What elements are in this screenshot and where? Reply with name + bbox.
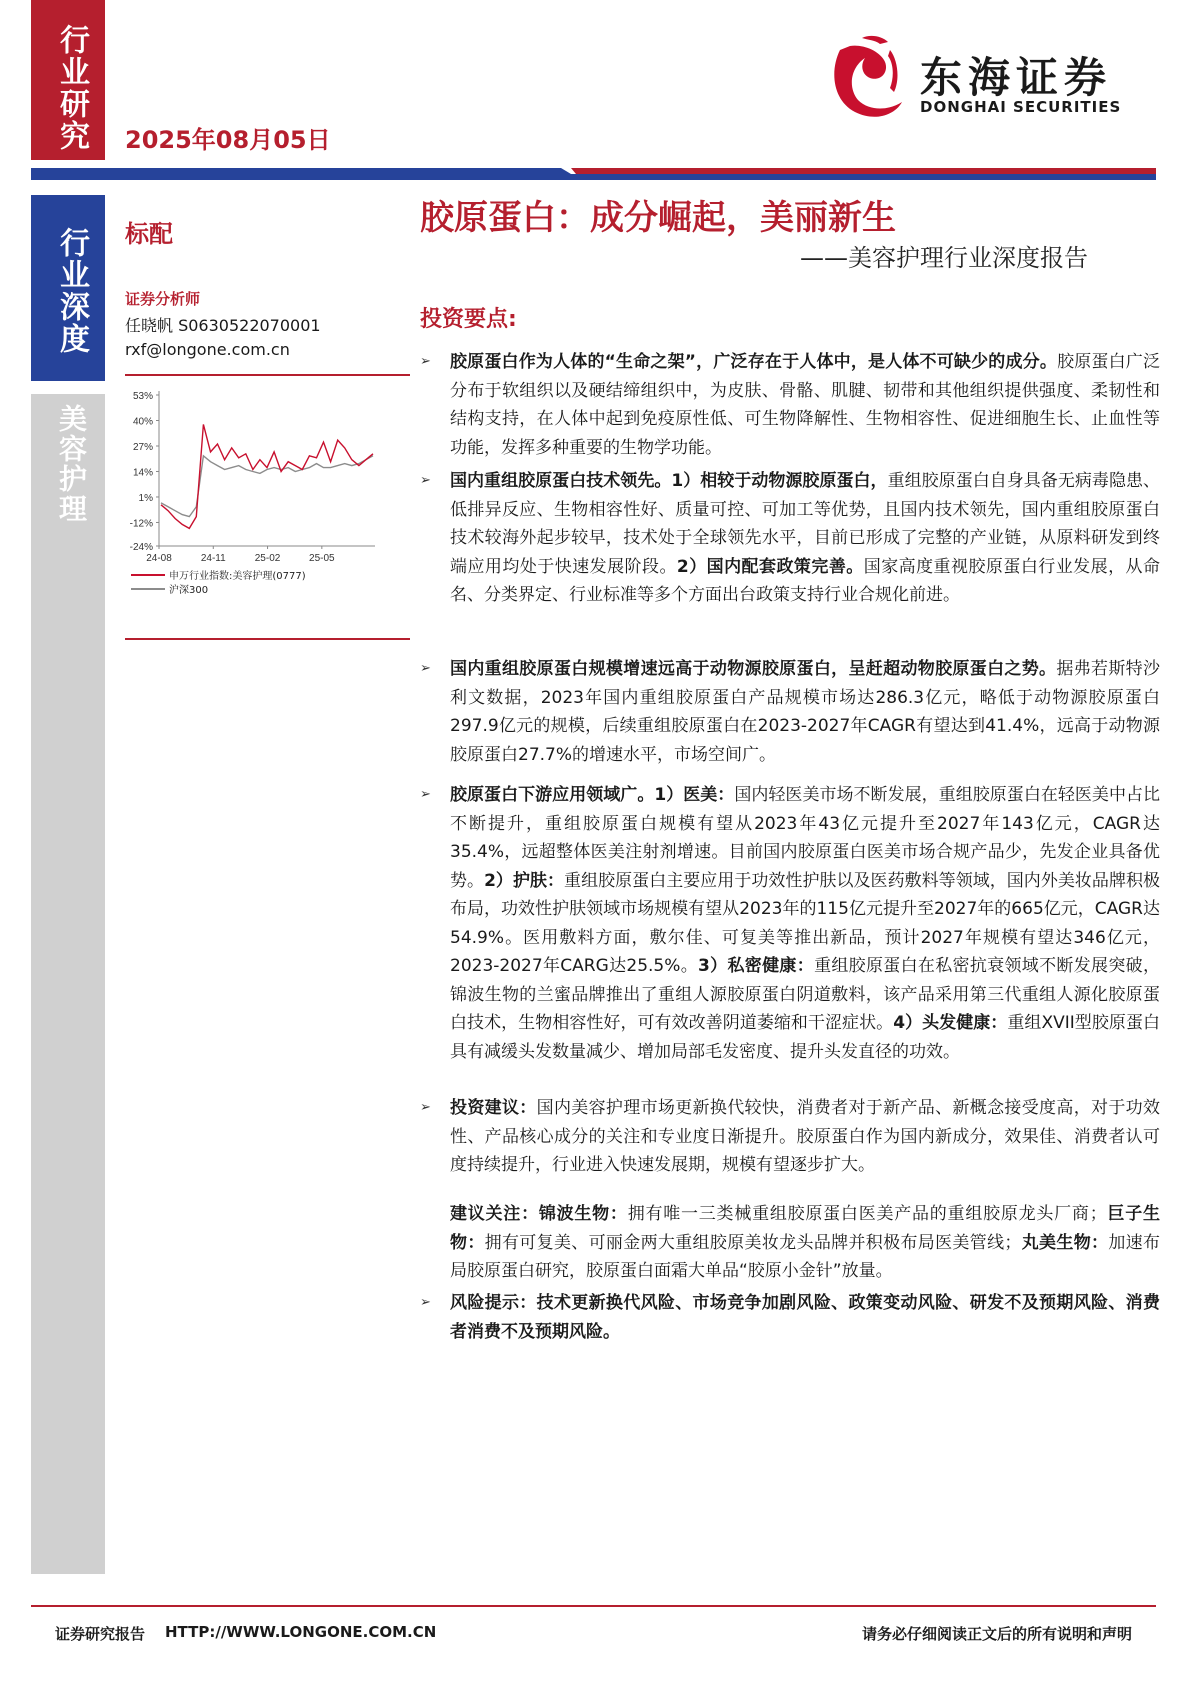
bullet-bold: 风险提示：技术更新换代风险、市场竞争加剧风险、政策变动风险、研发不及预期风险、消费者消费不及预期风险。 bbox=[450, 1293, 1160, 1342]
report-type-tab bbox=[31, 195, 105, 381]
bullet-text: 国内美容护理市场更新换代较快，消费者对于新产品、新概念接受度高，对于功效性、产品核心成分的关注和专业度日渐提升。胶原蛋白作为国内新成分，效果佳、消费者认可度持续提升，行业进入快速发展期，规模有望逐步扩大。 bbox=[450, 1098, 1160, 1175]
bullet-text: 重组胶原蛋白自身具备无病毒隐患、低排异反应、生物相容性好、质量可控、可加工等优势，且国内技术领先，国内重组胶原蛋白技术较海外起步较早，技术处于全球领先水平，目前已形成了完整的产业链，从原料研发到终端应用均处于快速发展阶段。 bbox=[450, 471, 1161, 577]
bullet-bold: 胶原蛋白下游应用领域广。1）医美： bbox=[450, 785, 735, 805]
series-line bbox=[161, 456, 373, 517]
bullet-text: 拥有唯一三类械重组胶原蛋白医美产品的重组胶原龙头厂商； bbox=[627, 1204, 1107, 1224]
bullet-bold: 2）护肤： bbox=[484, 870, 565, 891]
bullet-tech-leading bbox=[420, 467, 1160, 610]
footer-divider bbox=[31, 1605, 1156, 1607]
bullet-text: 国内轻医美市场不断发展，重组胶原蛋白在轻医美中占比不断提升，重组胶原蛋白规模有望从2023年43亿元提升至2027年143亿元，CAGR达35.4%，远超整体医美注射剂增速。目前国内胶原蛋白医美市场合规产品少，先发企业具备优势。 bbox=[450, 785, 1161, 891]
x-tick-label: 25-02 bbox=[254, 553, 281, 564]
x-tick-label: 24-08 bbox=[146, 553, 172, 564]
bullet-bold: 2）国内配套政策完善。 bbox=[676, 556, 864, 577]
footer-report-label: 证券研究报告 bbox=[55, 1625, 146, 1643]
y-tick-label: 14% bbox=[132, 467, 153, 479]
bullet-bold: 3）私密健康： bbox=[698, 956, 815, 976]
bullet-arrow-icon: ➢ bbox=[420, 1295, 431, 1310]
report-subtitle: ——美容护理行业深度报告 bbox=[800, 244, 1088, 272]
bullet-text: 重组胶原蛋白在私密抗衰领域不断发展突破，锦波生物的兰蜜品牌推出了重组人源胶原蛋白阴道敷料，该产品采用第三代重组人源化胶原蛋白技术，生物相容性好，可有效改善阴道萎缩和干涩症状。 bbox=[450, 956, 1160, 1033]
analyst-title: 证券分析师 bbox=[125, 290, 201, 308]
y-tick-label: 1% bbox=[138, 492, 153, 504]
header-divider bbox=[31, 168, 1156, 180]
bullet-arrow-icon: ➢ bbox=[420, 1100, 431, 1115]
bullet-investment-advice bbox=[420, 1094, 1160, 1180]
bullet-text: 国家高度重视胶原蛋白行业发展，从命名、分类界定、行业标准等多个方面出台政策支持行业合规化前进。 bbox=[450, 556, 1160, 605]
report-title: 胶原蛋白：成分崛起，美丽新生 bbox=[420, 198, 896, 238]
report-date: 2025年08月05日 bbox=[125, 126, 331, 154]
bullet-text: 据弗若斯特沙利文数据，2023年国内重组胶原蛋白产品规模市场达286.3亿元，略低于动物源胶原蛋白297.9亿元的规模，后续重组胶原蛋白在2023-2027年CAGR有望达到41.4%，远高于动物源胶原蛋白27.7%的增速水平，市场空间广。 bbox=[450, 659, 1160, 765]
bullet-bold: 国内重组胶原蛋白规模增速远高于动物源胶原蛋白，呈赶超动物胶原蛋白之势。 bbox=[450, 659, 1057, 679]
y-tick-label: -12% bbox=[129, 518, 153, 530]
bullet-bold: 投资建议： bbox=[450, 1098, 537, 1118]
divider-line bbox=[125, 638, 410, 640]
report-type-label: 行业深度 bbox=[54, 227, 89, 355]
bullet-collagen-function bbox=[420, 348, 1160, 462]
sector-tab bbox=[31, 394, 105, 1574]
category-label: 行业研究 bbox=[54, 24, 89, 152]
y-tick-label: 53% bbox=[132, 391, 153, 402]
bullet-bold: 胶原蛋白作为人体的“生命之架”，广泛存在于人体中，是人体不可缺少的成分。 bbox=[450, 352, 1058, 372]
legend-label: 沪深300 bbox=[169, 585, 209, 596]
bullet-arrow-icon: ➢ bbox=[420, 473, 431, 488]
legend-label: 申万行业指数:美容护理(0777) bbox=[169, 571, 306, 582]
bullet-text: 胶原蛋白广泛分布于软组织以及硬结缔组织中，为皮肤、骨骼、肌腱、韧带和其他组织提供强度、柔韧性和结构支持，在人体中起到免疫原性低、可生物降解性、生物相容性、促进细胞生长、止血性等功能，发挥多种重要的生物学功能。 bbox=[450, 352, 1160, 458]
bullet-arrow-icon: ➢ bbox=[420, 354, 431, 369]
bullet-bold: 建议关注：锦波生物： bbox=[450, 1204, 628, 1224]
bullet-bold: 巨子生物： bbox=[450, 1204, 1161, 1253]
investment-highlights-heading: 投资要点: bbox=[420, 307, 517, 332]
bullet-bold: 国内重组胶原蛋白技术领先。1）相较于动物源胶原蛋白， bbox=[450, 471, 888, 491]
bullet-bold: 4）头发健康： bbox=[893, 1013, 1008, 1033]
bullet-risk-warning bbox=[420, 1289, 1160, 1346]
analyst-email[interactable]: rxf@longone.com.cn bbox=[125, 340, 290, 359]
y-tick-label: 27% bbox=[132, 441, 153, 453]
bullet-arrow-icon: ➢ bbox=[420, 787, 431, 802]
footer-website-link[interactable]: HTTP://WWW.LONGONE.COM.CN bbox=[165, 1623, 437, 1641]
category-tab bbox=[31, 0, 105, 160]
bullet-text: 重组胶原蛋白主要应用于功效性护肤以及医药敷料等领域，国内外美妆品牌积极布局，功效性护肤领域市场规模有望从2023年的115亿元提升至2027年的665亿元，CAGR达54.9%。医用敷料方面，敷尔佳、可复美等推出新品，预计2027年规模有望达346亿元，2023-2027年CARG达25.5%。 bbox=[450, 870, 1161, 976]
bullet-market-scale bbox=[420, 655, 1160, 769]
x-tick-label: 25-05 bbox=[309, 553, 335, 564]
divider-line bbox=[125, 374, 410, 376]
bullet-downstream-applications bbox=[420, 781, 1160, 1066]
bullet-arrow-icon: ➢ bbox=[420, 661, 431, 676]
sector-label: 美容护理 bbox=[55, 404, 88, 524]
bullet-recommended-stocks bbox=[420, 1200, 1160, 1286]
index-performance-chart bbox=[125, 383, 415, 633]
y-tick-label: -24% bbox=[129, 542, 153, 553]
analyst-name: 任晓帆 S0630522070001 bbox=[125, 316, 321, 335]
footer-disclaimer: 请务必仔细阅读正文后的所有说明和声明 bbox=[862, 1625, 1133, 1643]
y-tick-label: 40% bbox=[132, 416, 153, 428]
bullet-text: 重组XVII型胶原蛋白具有减缓头发数量减少、增加局部毛发密度、提升头发直径的功效。 bbox=[450, 1013, 1160, 1062]
logo-chinese-name: 东海证券 bbox=[920, 53, 1113, 102]
logo-english-name: DONGHAI SECURITIES bbox=[920, 98, 1122, 116]
x-tick-label: 24-11 bbox=[200, 553, 226, 564]
bullet-bold: 丸美生物： bbox=[1021, 1232, 1109, 1253]
bullet-text: 拥有可复美、可丽金两大重组胶原美妆龙头品牌并积极布局医美管线； bbox=[484, 1232, 1022, 1253]
rating-label: 标配 bbox=[125, 220, 173, 248]
bullet-text: 加速布局胶原蛋白研究，胶原蛋白面霜大单品“胶原小金针”放量。 bbox=[450, 1232, 1161, 1281]
